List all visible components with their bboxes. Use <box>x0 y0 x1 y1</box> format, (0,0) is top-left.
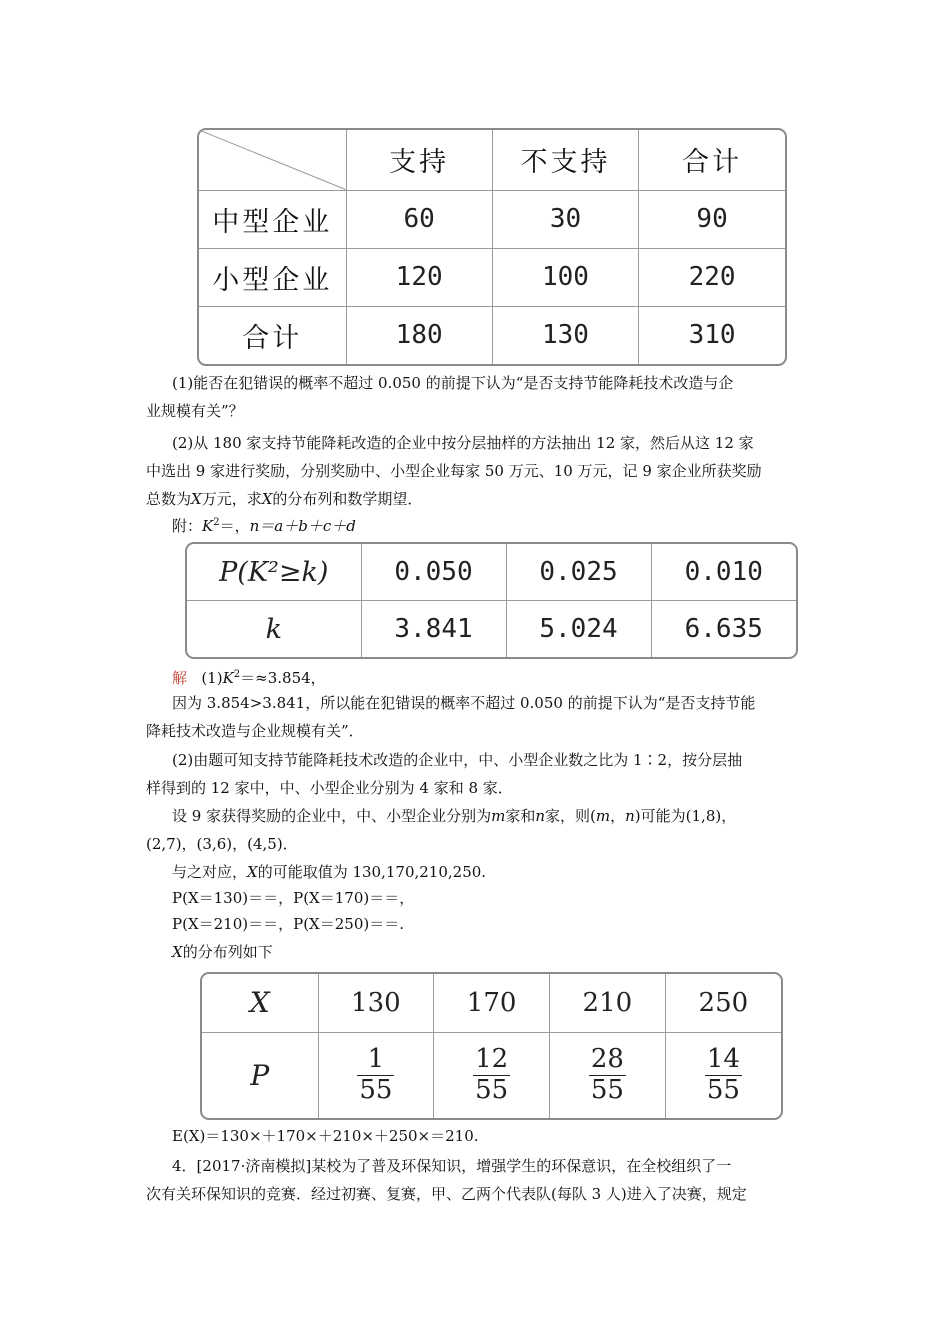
critical-value-table <box>185 542 798 659</box>
table-row <box>199 248 785 306</box>
denominator: 55 <box>706 1074 740 1105</box>
formula: P(X＝130)＝＝， <box>172 889 294 907</box>
cell: 250 <box>665 974 781 1032</box>
var-m: m <box>491 807 506 825</box>
text: 家，则( <box>545 807 596 825</box>
formula: P(X＝250)＝＝. <box>293 915 404 933</box>
cell: 30 <box>492 190 638 248</box>
var-x: X <box>261 490 273 508</box>
var-k: K <box>222 669 234 687</box>
formula: P(X＝170)＝＝， <box>293 889 415 907</box>
text: ＝， <box>219 517 250 535</box>
solution-label: 解 <box>172 669 188 687</box>
question-2-line-3 <box>146 490 422 508</box>
numerator: 14 <box>706 1043 740 1074</box>
contingency-table <box>197 128 787 366</box>
numerator: 12 <box>475 1043 509 1074</box>
text: )可能为(1,8)， <box>634 807 737 825</box>
solution-line-1 <box>172 666 326 687</box>
solution-line-3: 降耗技术改造与企业规模有关”． <box>146 722 364 740</box>
text: 万元，求 <box>201 490 262 508</box>
row-label: 合计 <box>199 306 346 364</box>
var-k: K <box>202 517 214 535</box>
p-label: P <box>202 1032 318 1118</box>
question-1-line-1: (1)能否在犯错误的概率不超过 0.050 的前提下认为“是否支持节能降耗技术改造与企 <box>172 374 734 392</box>
expectation-line: E(X)＝130×＋170×＋210×＋250×＝210. <box>172 1127 479 1145</box>
cell <box>550 1032 666 1118</box>
cell: 210 <box>550 974 666 1032</box>
cell: 0.050 <box>361 544 506 601</box>
var-x: X <box>172 943 183 961</box>
denominator: 55 <box>590 1074 624 1105</box>
var-x: X <box>247 863 258 881</box>
table-row <box>202 974 781 1032</box>
table-row <box>199 190 785 248</box>
denominator: 55 <box>359 1074 393 1105</box>
var-x: X <box>191 490 202 508</box>
superscript: 2 <box>213 517 220 528</box>
cell: 180 <box>346 306 492 364</box>
text: 与之对应， <box>172 863 248 881</box>
solution-line-2: 因为 3.854>3.841，所以能在犯错误的概率不超过 0.050 的前提下认为“是否支持节能 <box>172 694 756 712</box>
denominator: 55 <box>475 1074 509 1105</box>
numerator: 28 <box>590 1043 624 1074</box>
cell: 0.025 <box>506 544 651 601</box>
question-2-line-1: (2)从 180 家支持节能降耗改造的企业中按分层抽样的方法抽出 12 家，然后从这 12 家 <box>172 434 754 452</box>
solution-line-6 <box>172 807 736 825</box>
table-row <box>187 544 796 601</box>
cell: 0.010 <box>651 544 796 601</box>
cell: 120 <box>346 248 492 306</box>
row-label: 中型企业 <box>199 190 346 248</box>
x-label: X <box>202 974 318 1032</box>
numerator: 1 <box>357 1045 394 1076</box>
header-support: 支持 <box>346 130 492 190</box>
cell: 5.024 <box>506 601 651 658</box>
solution-line-7: (2,7)，(3,6)，(4,5)． <box>146 835 298 853</box>
cell <box>318 1032 434 1118</box>
fraction <box>589 1045 626 1106</box>
header-label: P(K²≥k) <box>187 544 361 601</box>
solution-line-11 <box>172 943 273 961</box>
fraction <box>473 1045 510 1106</box>
cell: 170 <box>434 974 550 1032</box>
text: ＝≈3.854， <box>240 669 326 687</box>
text: ， <box>610 807 626 825</box>
solution-line-8 <box>172 863 486 881</box>
question-2-line-2: 中选出 9 家进行奖励，分别奖励中、小型企业每家 50 万元、10 万元，记 9 家企业所获奖励 <box>146 462 762 480</box>
row-label: k <box>187 601 361 658</box>
cell: 6.635 <box>684 614 763 644</box>
text: 设 9 家获得奖励的企业中，中、小型企业分别为 <box>172 807 492 825</box>
solution-line-9 <box>172 889 414 907</box>
table-row <box>199 306 785 364</box>
row-label: 小型企业 <box>199 248 346 306</box>
attachment-line <box>172 514 356 535</box>
text: 的分布列如下 <box>182 943 273 961</box>
cell: 3.841 <box>361 601 506 658</box>
cell: 310 <box>688 320 736 351</box>
header-total: 合计 <box>639 130 785 190</box>
fraction <box>705 1045 742 1106</box>
cell <box>665 1032 781 1118</box>
diagonal-header-cell <box>199 130 346 190</box>
formula: n＝a＋b＋c＋d <box>249 517 356 535</box>
superscript: 2 <box>233 669 241 680</box>
var-m: m <box>595 807 611 825</box>
question-1-line-2: 业规模有关”？ <box>146 402 244 420</box>
text: 的分布列和数学期望． <box>272 490 423 508</box>
formula: P(X＝210)＝＝， <box>172 915 294 933</box>
solution-line-5: 样得到的 12 家中，中、小型企业分别为 4 家和 8 家． <box>146 779 513 797</box>
distribution-table <box>200 972 783 1120</box>
var-n: n <box>535 807 546 825</box>
problem-4-line-1: 4．[2017·济南模拟]某校为了普及环保知识，增强学生的环保意识，在全校组织了一 <box>172 1157 732 1175</box>
problem-4-line-2: 次有关环保知识的竞赛．经过初赛、复赛，甲、乙两个代表队(每队 3 人)进入了决赛，规定 <box>146 1185 747 1203</box>
cell: 60 <box>346 190 492 248</box>
cell: 90 <box>639 190 785 248</box>
table-row <box>187 601 796 658</box>
cell: 220 <box>639 248 785 306</box>
cell <box>434 1032 550 1118</box>
text: 总数为 <box>146 490 192 508</box>
text: 的可能取值为 130,170,210,250. <box>257 863 487 881</box>
text: 附： <box>172 517 203 535</box>
cell: 100 <box>492 248 638 306</box>
solution-line-10 <box>172 915 404 933</box>
var-n: n <box>625 807 635 825</box>
fraction <box>357 1045 394 1106</box>
solution-line-4: (2)由题可知支持节能降耗技术改造的企业中，中、小型企业数之比为 1∶2，按分层抽 <box>172 751 743 769</box>
table-row <box>202 1032 781 1118</box>
text: 家和 <box>505 807 536 825</box>
cell: 130 <box>492 306 638 364</box>
text: (1) <box>201 669 223 687</box>
cell: 130 <box>318 974 434 1032</box>
header-not-support: 不支持 <box>492 130 638 190</box>
